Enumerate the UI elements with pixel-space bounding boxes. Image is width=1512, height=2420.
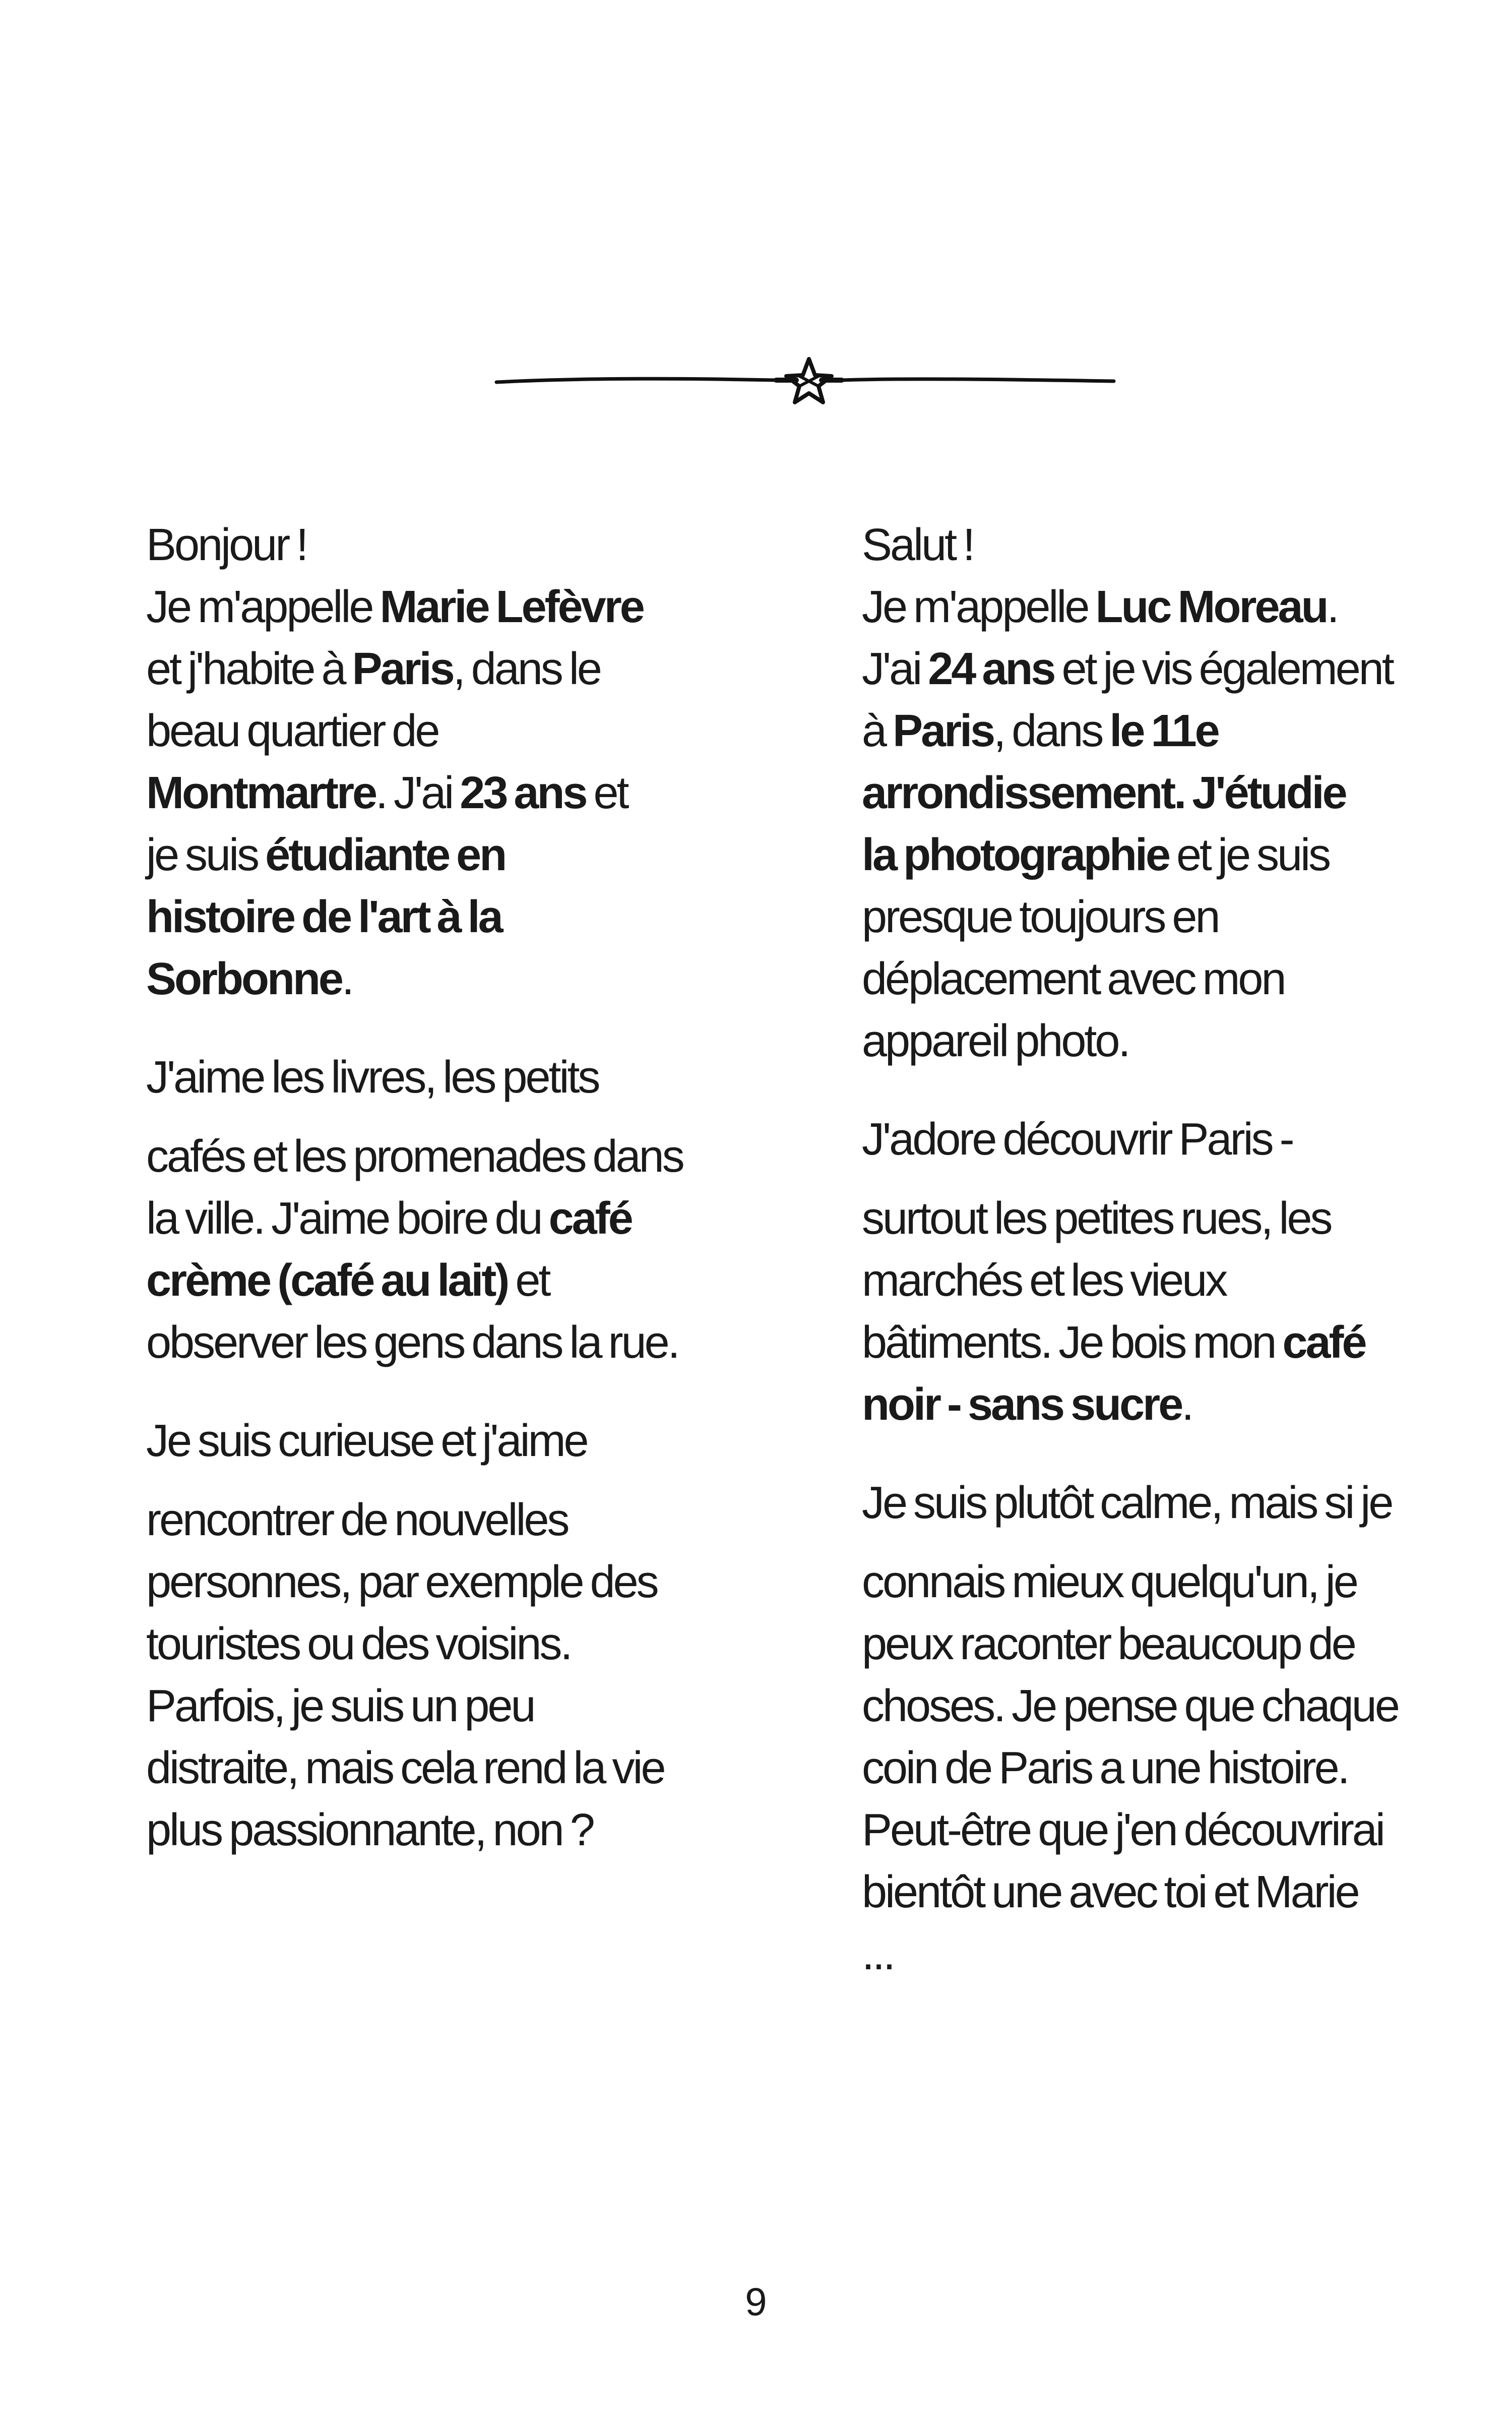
star-divider-icon	[494, 348, 1119, 413]
luc-character-paragraph: Je suis plutôt calme, mais si je connais mieux quelqu'un, je peux raconter beaucoup de choses. Je pense que chaque coin de Paris a une histoire. Peut-être que j'en découvrirai bientôt une avec toi et Marie ...	[862, 1478, 1398, 1979]
name-luc: Luc Moreau	[1095, 582, 1327, 632]
right-column	[862, 514, 1416, 1985]
marie-character-paragraph: Je suis curieuse et j'aime rencontrer de nouvelles personnes, par exemple des touristes ou des voisins. Parfois, je suis un peu distraite, mais cela rend la vie plus passionnante, non ?	[146, 1416, 664, 1855]
marie-likes-paragraph: J'aime les livres, les petits cafés et les promenades dans la ville. J'aime boire du café crème (café au lait) et observer les gens dans la rue.	[146, 1052, 683, 1368]
left-column	[146, 514, 701, 1861]
luc-intro-paragraph: Salut ! Je m'appelle Luc Moreau. J'ai 24 ans et je vis également à Paris, dans le 11e arrondissement. J'étudie la photographie et je suis presque toujours en déplacement avec mon appareil photo.	[862, 520, 1393, 1066]
marie-intro-paragraph: Bonjour ! Je m'appelle Marie Lefèvre et j'habite à Paris, dans le beau quartier de Montmartre. J'ai 23 ans et je suis étudiante en histoire de l'art à la Sorbonne.	[146, 520, 643, 1004]
page-number: 9	[745, 2279, 767, 2324]
luc-likes-paragraph: J'adore découvrir Paris - surtout les petites rues, les marchés et les vieux bâtiments. Je bois mon café noir - sans sucre.	[862, 1114, 1365, 1430]
name-marie: Marie Lefèvre	[380, 582, 643, 632]
